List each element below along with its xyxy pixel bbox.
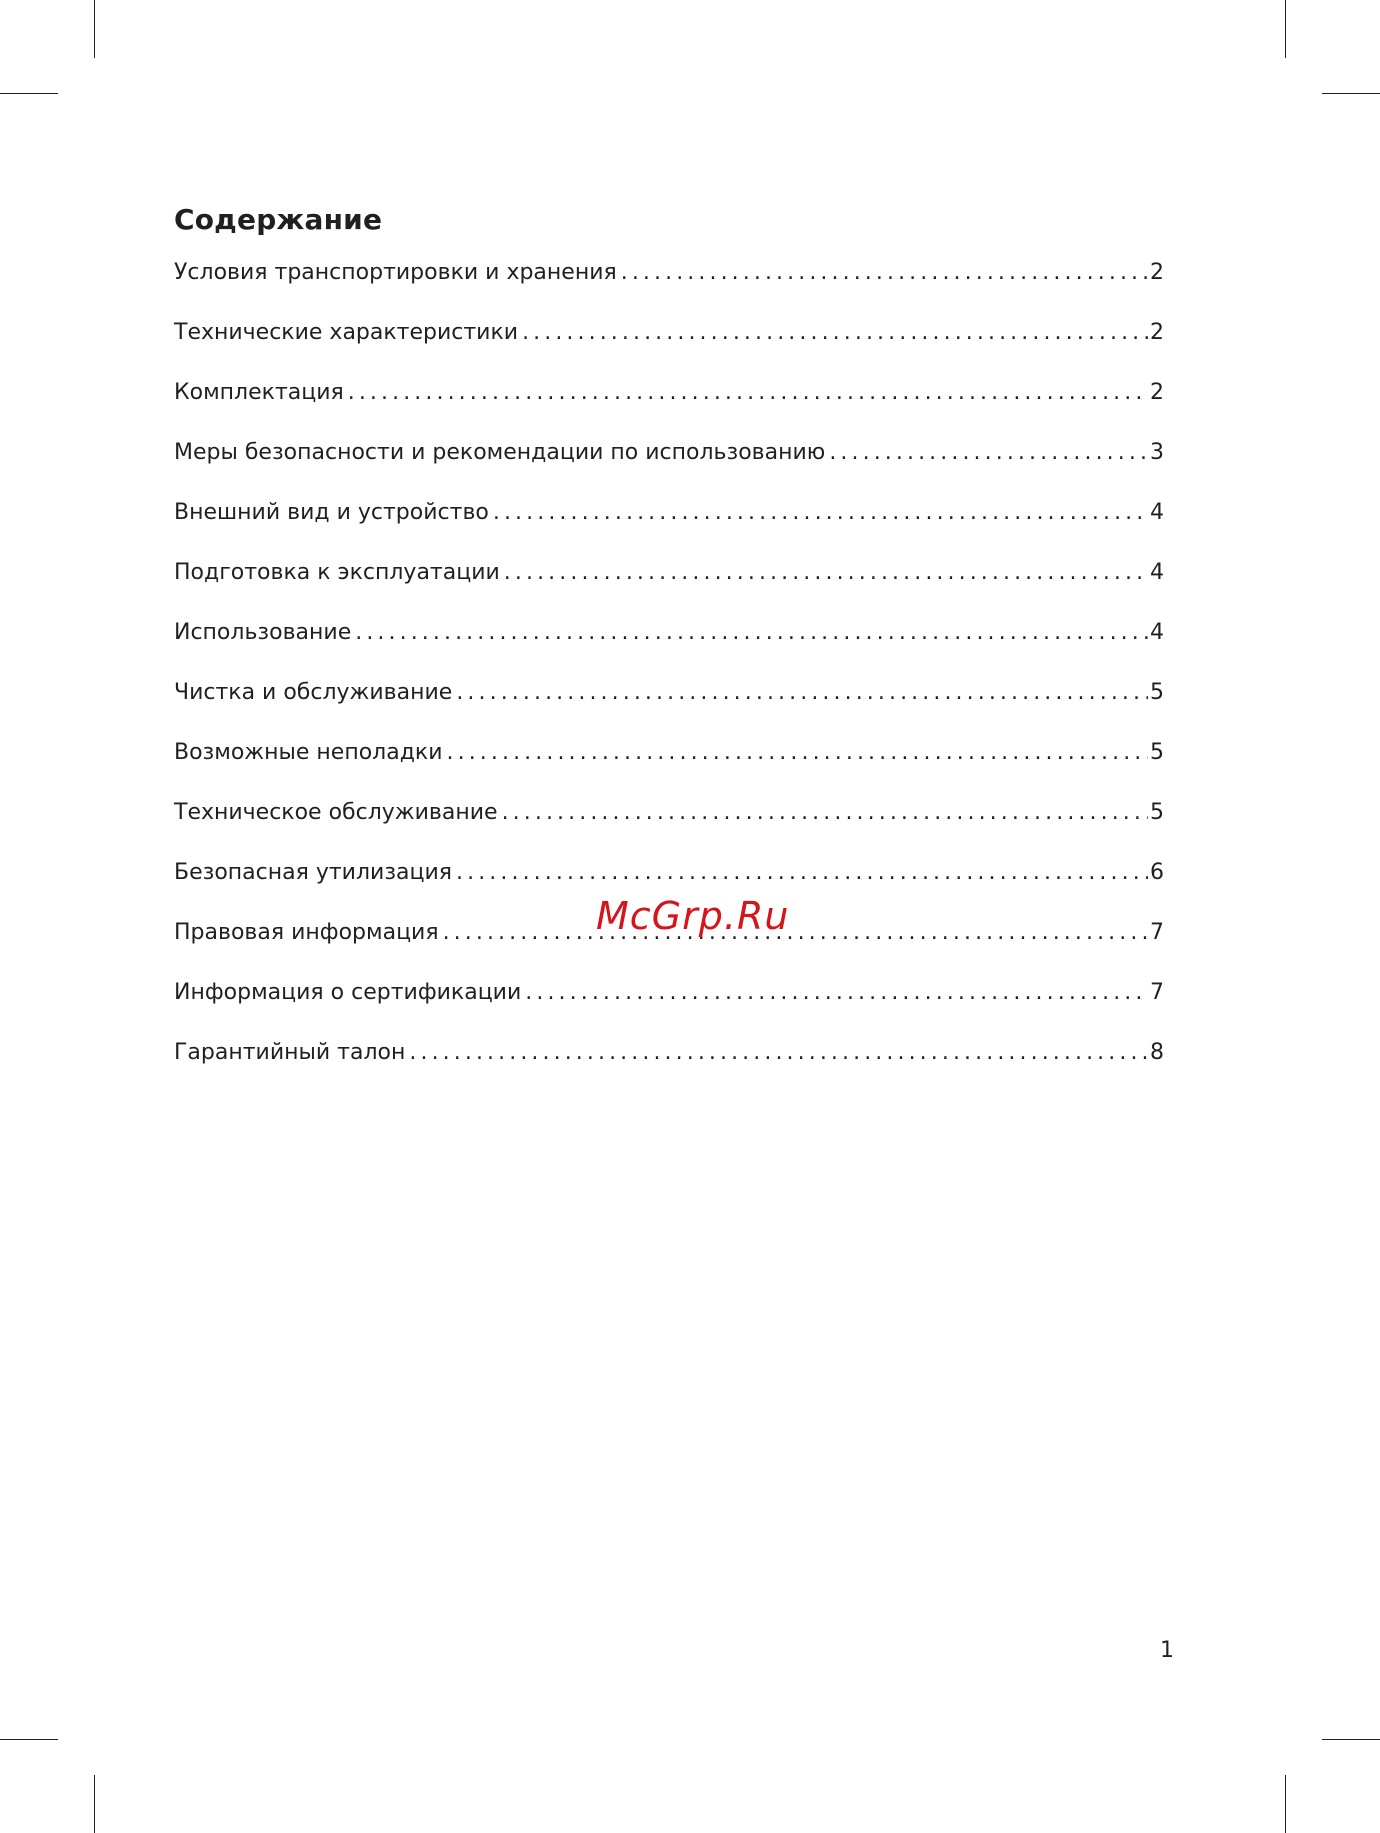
toc-entry[interactable]	[174, 798, 1164, 858]
toc-entry-label: Внешний вид и устройство	[174, 500, 489, 525]
crop-mark-top-left-vertical	[94, 0, 95, 58]
crop-mark-top-right-vertical	[1285, 0, 1286, 58]
toc-entry-label: Техническое обслуживание	[174, 800, 498, 825]
toc-entry-label: Безопасная утилизация	[174, 860, 453, 885]
toc-entry-label: Технические характеристики	[174, 320, 519, 345]
toc-dot-leader	[504, 558, 1148, 588]
toc-entry[interactable]	[174, 1038, 1164, 1098]
toc-entry-page: 3	[1150, 440, 1164, 465]
toc-entry-label: Возможные неполадки	[174, 740, 443, 765]
toc-entry-label: Правовая информация	[174, 920, 439, 945]
toc-dot-leader	[522, 318, 1148, 348]
toc-entry-label: Комплектация	[174, 380, 344, 405]
toc-entry-label: Меры безопасности и рекомендации по использованию	[174, 440, 826, 465]
toc-entry-page: 7	[1150, 920, 1164, 945]
toc-dot-leader	[443, 918, 1148, 948]
toc-entry[interactable]	[174, 738, 1164, 798]
toc-dot-leader	[409, 1038, 1148, 1068]
toc-entry-page: 4	[1150, 620, 1164, 645]
page-title: Содержание	[174, 203, 383, 236]
toc-entry[interactable]	[174, 678, 1164, 738]
toc-entry-page: 2	[1150, 320, 1164, 345]
toc-entry-page: 7	[1150, 980, 1164, 1005]
toc-dot-leader	[525, 978, 1148, 1008]
toc-entry[interactable]	[174, 558, 1164, 618]
toc-entry-page: 2	[1150, 260, 1164, 285]
toc-dot-leader	[493, 498, 1148, 528]
toc-entry-page: 4	[1150, 560, 1164, 585]
toc-entry[interactable]	[174, 978, 1164, 1038]
toc-entry[interactable]	[174, 618, 1164, 678]
toc-entry-label: Чистка и обслуживание	[174, 680, 453, 705]
toc-entry-page: 5	[1150, 800, 1164, 825]
toc-dot-leader	[502, 798, 1148, 828]
crop-mark-bottom-right-vertical	[1285, 1775, 1286, 1833]
toc-entry[interactable]	[174, 318, 1164, 378]
toc-dot-leader	[355, 618, 1148, 648]
toc-entry-page: 8	[1150, 1040, 1164, 1065]
toc-entry[interactable]	[174, 438, 1164, 498]
toc-entry-page: 6	[1150, 860, 1164, 885]
toc-entry-page: 5	[1150, 680, 1164, 705]
toc-entry-label: Использование	[174, 620, 352, 645]
page-number: 1	[1160, 1638, 1174, 1663]
toc-dot-leader	[447, 738, 1148, 768]
toc-dot-leader	[348, 378, 1148, 408]
toc-entry-label: Гарантийный талон	[174, 1040, 406, 1065]
toc-entry-label: Подготовка к эксплуатации	[174, 560, 500, 585]
toc-entry-page: 2	[1150, 380, 1164, 405]
toc-entry[interactable]	[174, 258, 1164, 318]
toc-dot-leader	[621, 258, 1148, 288]
toc-entry[interactable]	[174, 498, 1164, 558]
toc-entry-page: 5	[1150, 740, 1164, 765]
toc-list	[174, 258, 1164, 1098]
crop-mark-top-left-horizontal	[0, 93, 58, 94]
watermark-logo: McGrp.Ru	[596, 894, 790, 938]
table-of-contents	[174, 200, 1164, 1098]
toc-dot-leader	[829, 438, 1148, 468]
crop-mark-top-right-horizontal	[1322, 93, 1380, 94]
toc-dot-leader	[456, 678, 1148, 708]
toc-entry-page: 4	[1150, 500, 1164, 525]
crop-mark-bottom-left-vertical	[94, 1775, 95, 1833]
crop-mark-bottom-right-horizontal	[1322, 1739, 1380, 1740]
toc-entry-label: Условия транспортировки и хранения	[174, 260, 617, 285]
toc-entry-label: Информация о сертификации	[174, 980, 522, 1005]
crop-mark-bottom-left-horizontal	[0, 1739, 58, 1740]
toc-entry[interactable]	[174, 378, 1164, 438]
toc-dot-leader	[456, 858, 1148, 888]
